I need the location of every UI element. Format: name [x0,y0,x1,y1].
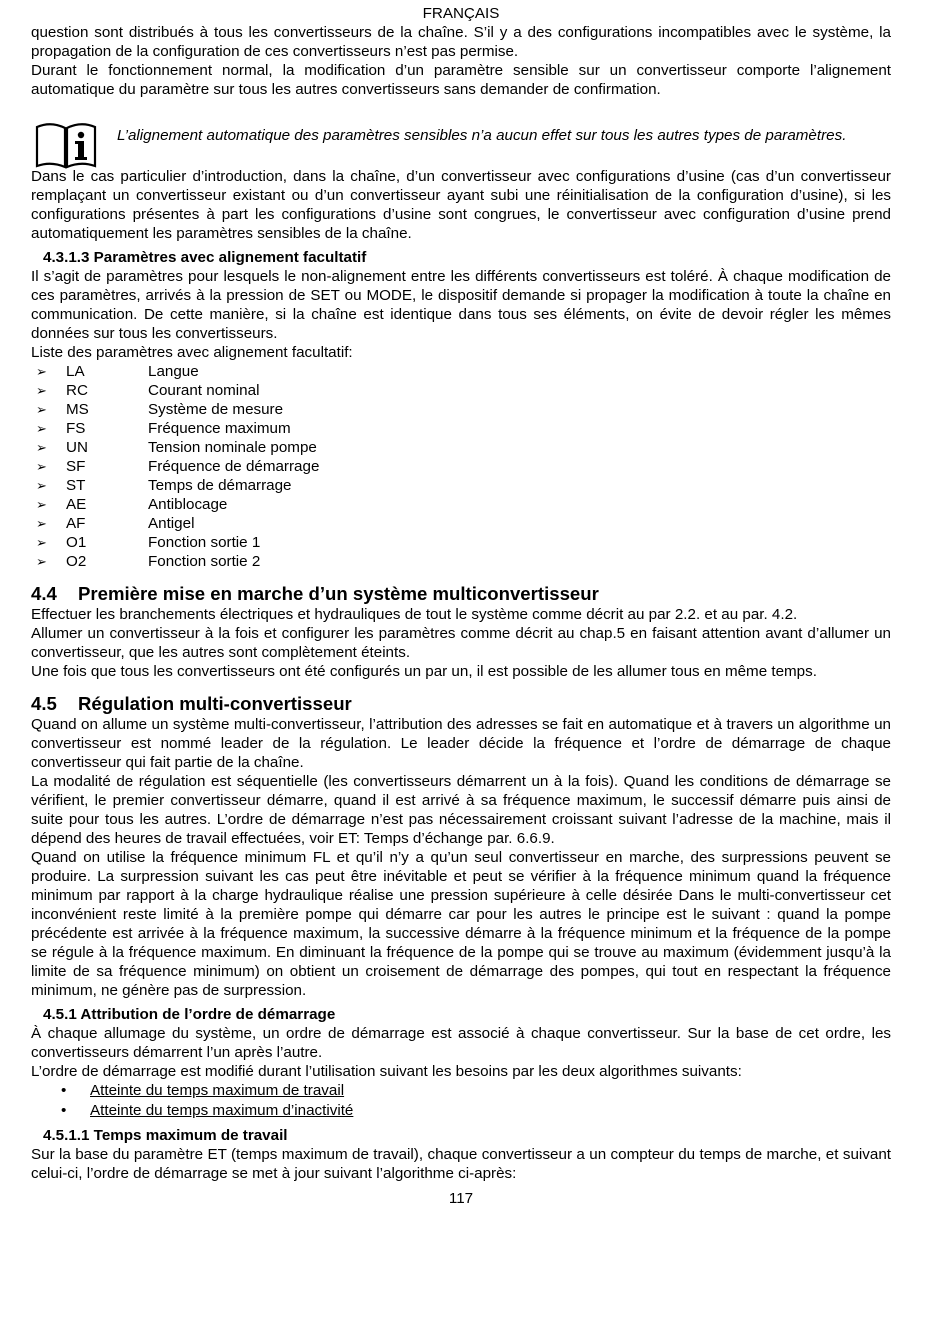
parameter-desc: Fonction sortie 1 [148,534,261,551]
parameter-code: FS [66,420,86,437]
parameter-item [31,400,891,419]
parameter-desc: Tension nominale pompe [148,439,317,456]
parameter-list [31,362,891,571]
arrow-bullet-icon: ➢ [36,440,47,455]
arrow-bullet-icon: ➢ [36,516,47,531]
section-4-4-paragraph-2: Allumer un convertisseur à la fois et configurer les paramètres comme décrit au chap.5 en faisant attention avant d’allumer un convertisseur, que les autres sont complètement éteints. [31,625,891,661]
arrow-bullet-icon: ➢ [36,459,47,474]
arrow-bullet-icon: ➢ [36,554,47,569]
section-4-3-1-3-body: Il s’agit de paramètres pour lesquels le non-alignement entre les différents convertisseurs est toléré. À chaque modification de ces paramètres, arrivés à la pression de SET ou MODE, le dispositif demande si propager la modification à toute la chaîne en communication. De cette manière, si la chaîne est identique dans tous ses éléments, on évite de devoir régler les mêmes données sur tous les convertisseurs. [31,268,891,342]
section-4-4-paragraph-3: Une fois que tous les convertisseurs ont été configurés un par un, il est possible de les allumer tous en même temps. [31,663,817,680]
parameter-item [31,514,891,533]
section-4-5-1-1-body: Sur la base du paramètre ET (temps maximum de travail), chaque convertisseur a un compteur du temps de marche, et suivant celui-ci, l’ordre de démarrage se met à jour suivant l’algorithme ci-après: [31,1146,891,1182]
intro-paragraph-2: Durant le fonctionnement normal, la modification d’un paramètre sensible sur un convertisseur comporte l’alignement automatique du paramètre sur tous les autres convertisseurs sans demander de confirmation. [31,62,891,98]
parameter-item [31,476,891,495]
section-4-5-1-paragraph-1: À chaque allumage du système, un ordre de démarrage est associé à chaque convertisseur. Sur la base de cet ordre, les convertisseurs démarrent l’un après l’autre. [31,1025,891,1061]
parameter-item [31,552,891,571]
section-number: 4.4 [31,583,57,604]
parameter-code: AE [66,496,87,513]
document-page [31,4,891,1208]
bullet-dot-icon: • [61,1102,67,1119]
parameter-desc: Antigel [148,515,195,532]
parameter-item [31,381,891,400]
arrow-bullet-icon: ➢ [36,421,47,436]
section-number: 4.5 [31,693,57,714]
page-header-language: FRANÇAIS [422,5,500,22]
param-list-intro: Liste des paramètres avec alignement facultatif: [31,344,353,361]
parameter-desc: Fréquence maximum [148,420,291,437]
parameter-item [31,438,891,457]
parameter-item [31,457,891,476]
parameter-code: LA [66,363,85,380]
intro-paragraph-1: question sont distribués à tous les convertisseurs de la chaîne. S’il y a des configurations incompatibles avec le système, la propagation de la configuration de ces convertisseurs n’est pas permise. [31,24,891,60]
section-title: Régulation multi-convertisseur [78,693,352,714]
parameter-desc: Courant nominal [148,382,260,399]
bullet-dot-icon: • [61,1082,67,1099]
parameter-desc: Système de mesure [148,401,284,418]
parameter-desc: Antiblocage [148,496,228,513]
section-4-5-1-heading: 4.5.1 Attribution de l’ordre de démarrage [43,1006,336,1023]
parameter-code: RC [66,382,88,399]
section-4-5-paragraph-2: La modalité de régulation est séquentielle (les convertisseurs démarrent un à la fois). Quand les conditions de démarrage se vérifient, le premier convertisseur démarre, quand il est arrivé à sa fréquence maximum, le successif démarre puis ainsi de suite pour tous les autres. L’ordre de démarrage n’est pas nécessairement croissant suivant l’adresse de la machine, mais il dépend des heures de travail effectuées, voir ET: Temps d’échange par. 6.6.9. [31,773,891,847]
parameter-code: AF [66,515,86,532]
page-number: 117 [448,1190,474,1207]
after-note-paragraph: Dans le cas particulier d’introduction, dans la chaîne, d’un convertisseur avec configurations d’usine (cas d’un convertisseur remplaçant un convertisseur existant ou d’un convertisseur ayant subi une réinitialisation de la configuration d’usine), si les configurations présentes à part les configurations d’usine sont congrues, le convertisseur avec configuration d’usine prend automatiquement les paramètres sensibles de la chaîne. [31,168,891,242]
arrow-bullet-icon: ➢ [36,383,47,398]
parameter-desc: Fréquence de démarrage [148,458,320,475]
section-title: Première mise en marche d’un système multiconvertisseur [78,583,599,604]
section-4-5-1-paragraph-2: L’ordre de démarrage est modifié durant l’utilisation suivant les besoins par les deux algorithmes suivants: [31,1063,742,1080]
parameter-item [31,362,891,381]
parameter-item [31,495,891,514]
list-item [31,1081,891,1101]
section-4-5-1-1-heading: 4.5.1.1 Temps maximum de travail [43,1127,288,1144]
info-note [31,120,891,167]
section-4-5-paragraph-3: Quand on utilise la fréquence minimum FL et qu’il n’y a qu’un seul convertisseur en marche, des surpressions peuvent se produire. La surpression suivant les cas peut être inévitable et peut se vérifier à la fréquence minimum quand la fréquence minimum par rapport à la charge hydraulique réalise une pression supérieure à celle désirée Dans le multi-convertisseur cet inconvénient reste limité à la première pompe qui démarre car pour les autres le principe est le suivant : quand la pompe précédente est arrivée à la fréquence maximum, la successive démarre à la fréquence minimum et la fréquence de la pompe se régule à la fréquence maximum. En diminuant la fréquence de la pompe qui se trouve au maximum (évidemment jusqu’à la limite de sa fréquence minimum) on obtient un croisement de démarrage des pompes, qui tout en respectant la fréquence minimum, ne génère pas de surpression. [31,849,891,999]
info-note-text: L’alignement automatique des paramètres sensibles n’a aucun effet sur tous les autres types de paramètres. [117,127,847,144]
arrow-bullet-icon: ➢ [36,497,47,512]
parameter-code: SF [66,458,86,475]
parameter-item [31,419,891,438]
list-item [31,1101,891,1121]
section-4-5-paragraph-1: Quand on allume un système multi-convertisseur, l’attribution des adresses se fait en automatique et à travers un algorithme un convertisseur est nommé leader de la régulation. Le leader décide la fréquence et l’ordre de démarrage de chaque convertisseur qui fait partie de la chaîne. [31,716,891,771]
parameter-code: O1 [66,534,87,551]
parameter-code: O2 [66,553,87,570]
parameter-desc: Temps de démarrage [148,477,292,494]
arrow-bullet-icon: ➢ [36,535,47,550]
algorithm-list [31,1081,891,1121]
parameter-code: UN [66,439,88,456]
arrow-bullet-icon: ➢ [36,478,47,493]
section-4-5-heading [31,693,891,715]
parameter-code: MS [66,401,89,418]
algorithm-link[interactable]: Atteinte du temps maximum d’inactivité [90,1102,354,1119]
info-book-icon [34,121,98,169]
section-4-3-1-3-heading: 4.3.1.3 Paramètres avec alignement facultatif [43,249,367,266]
section-4-4-heading [31,583,891,605]
parameter-desc: Fonction sortie 2 [148,553,261,570]
arrow-bullet-icon: ➢ [36,364,47,379]
parameter-code: ST [66,477,86,494]
parameter-item [31,533,891,552]
algorithm-link[interactable]: Atteinte du temps maximum de travail [90,1082,345,1099]
arrow-bullet-icon: ➢ [36,402,47,417]
parameter-desc: Langue [148,363,199,380]
section-4-4-paragraph-1: Effectuer les branchements électriques et hydrauliques de tout le système comme décrit au par 2.2. et au par. 4.2. [31,606,798,623]
